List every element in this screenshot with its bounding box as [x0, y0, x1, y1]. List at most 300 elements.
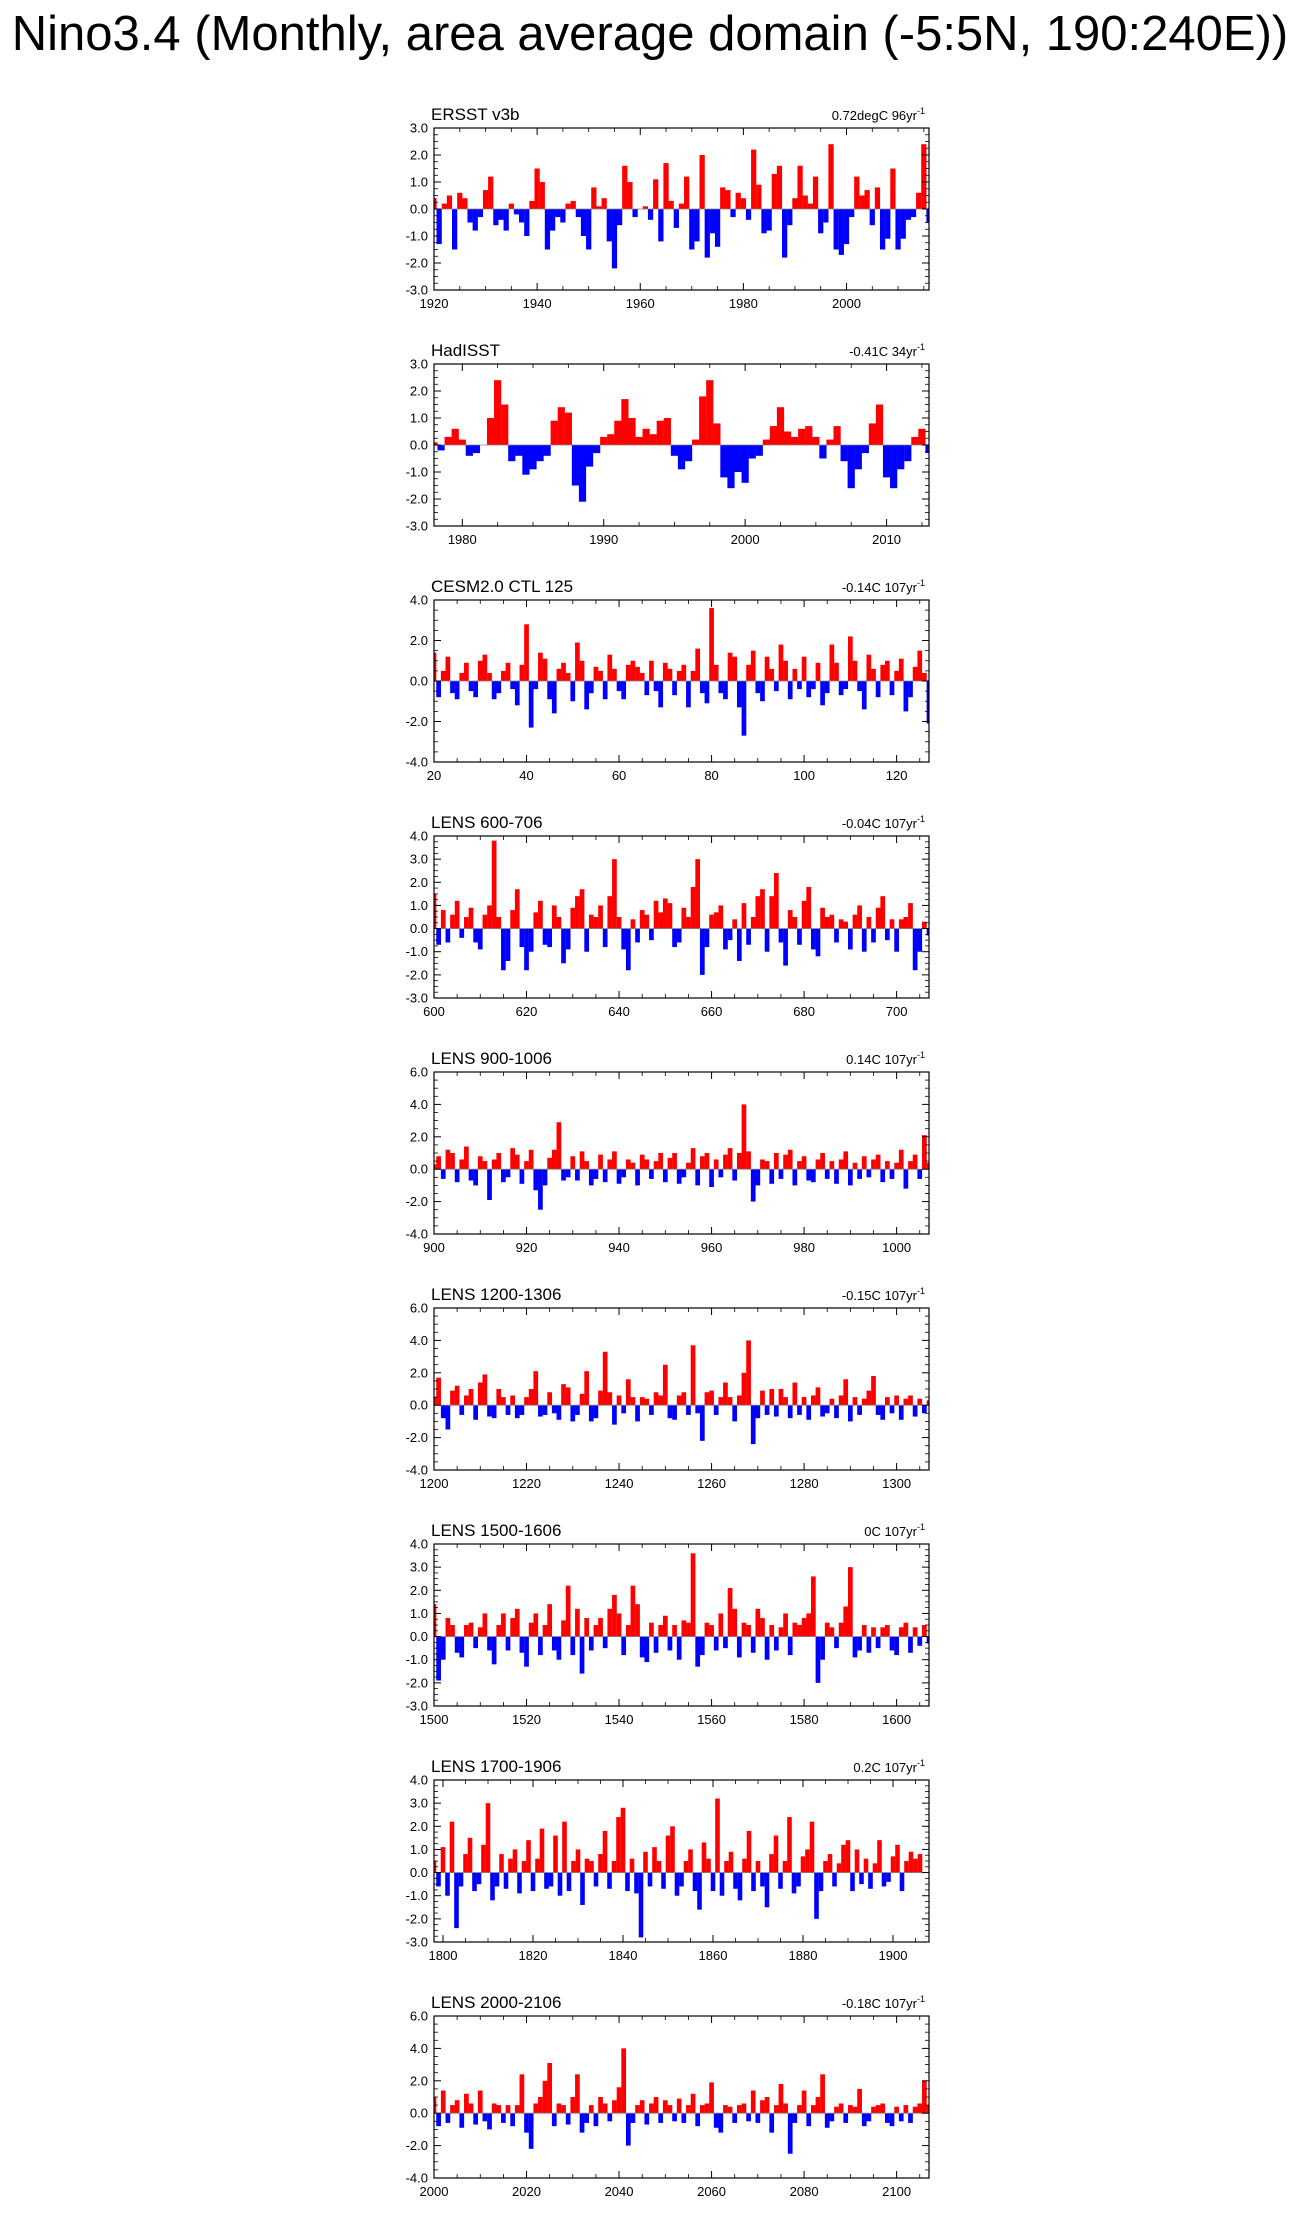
x-tick-label: 640: [608, 1004, 630, 1019]
positive-bar: [557, 2103, 562, 2113]
positive-bar: [695, 649, 700, 681]
chart-panel-3: [406, 577, 929, 783]
positive-bar: [663, 663, 668, 681]
trend-superscript: -1: [916, 1286, 925, 1296]
positive-bar: [899, 659, 904, 681]
negative-bar: [510, 2113, 515, 2126]
x-tick-label: 2000: [730, 532, 760, 547]
x-tick-label: 1900: [878, 1948, 908, 1963]
positive-bar: [652, 1847, 657, 1872]
negative-bar: [862, 445, 869, 453]
positive-bar: [876, 405, 883, 446]
negative-bar: [626, 2113, 631, 2145]
positive-bar: [834, 2107, 839, 2113]
positive-bar: [843, 1606, 848, 1636]
negative-bar: [589, 681, 594, 693]
negative-bar: [603, 929, 608, 948]
plot-frame: [434, 1072, 929, 1234]
trend-superscript: -1: [916, 106, 925, 116]
y-tick-label: 2.0: [409, 1582, 428, 1598]
positive-bar: [684, 1861, 689, 1873]
negative-bar: [870, 209, 875, 225]
negative-bar: [508, 445, 515, 461]
negative-bar: [487, 1405, 492, 1416]
negative-bar: [677, 1637, 682, 1660]
positive-bar: [496, 1153, 501, 1169]
positive-bar: [580, 661, 585, 681]
positive-bar: [553, 1836, 558, 1873]
negative-bar: [520, 1169, 525, 1184]
positive-bar: [742, 1623, 747, 1637]
positive-bar: [483, 915, 488, 929]
negative-bar: [788, 2113, 793, 2154]
negative-bar: [848, 445, 855, 488]
negative-bar: [714, 1637, 719, 1651]
negative-bar: [492, 1637, 497, 1665]
positive-bar: [626, 1379, 631, 1405]
negative-bar: [621, 1405, 626, 1413]
negative-bar: [723, 681, 728, 699]
negative-bar: [520, 1637, 525, 1653]
negative-bar: [899, 1405, 904, 1420]
positive-bar: [450, 2105, 455, 2113]
positive-bar: [513, 1849, 518, 1872]
negative-bar: [718, 1169, 723, 1177]
positive-bar: [631, 661, 636, 681]
negative-bar: [538, 1169, 543, 1210]
negative-bar: [478, 929, 483, 950]
negative-bar: [746, 2113, 751, 2121]
x-tick-label: 1840: [608, 1948, 638, 1963]
positive-bar: [654, 1161, 659, 1169]
positive-bar: [506, 663, 511, 681]
y-tick-label: 6.0: [409, 1064, 428, 1080]
positive-bar: [538, 2097, 543, 2113]
positive-bar: [705, 2103, 710, 2113]
negative-bar: [681, 1169, 686, 1177]
negative-bar: [639, 1873, 644, 1938]
y-tick-label: -4.0: [405, 2170, 428, 2186]
negative-bar: [715, 209, 720, 247]
negative-bar: [867, 1169, 872, 1177]
negative-bar: [880, 1169, 885, 1182]
positive-bar: [515, 2105, 520, 2113]
positive-bar: [487, 418, 494, 445]
negative-bar: [848, 1169, 853, 1185]
negative-bar: [566, 2113, 571, 2124]
negative-bar: [663, 1169, 668, 1182]
x-tick-label: 700: [885, 1004, 908, 1019]
negative-bar: [603, 1169, 608, 1182]
positive-bar: [746, 1340, 751, 1405]
positive-bar: [538, 901, 543, 929]
positive-bar: [677, 2099, 682, 2114]
negative-bar: [820, 681, 825, 705]
positive-bar: [869, 423, 876, 445]
positive-bar: [658, 1625, 663, 1637]
positive-bar: [875, 187, 880, 209]
trend-label: [842, 1286, 925, 1303]
negative-bar: [857, 1637, 862, 1651]
negative-bar: [709, 1169, 714, 1187]
positive-bar: [792, 1623, 797, 1637]
positive-bar: [811, 1395, 816, 1405]
negative-bar: [607, 209, 612, 241]
negative-bar: [529, 929, 534, 952]
positive-bar: [529, 1150, 534, 1169]
positive-bar: [668, 2105, 673, 2113]
positive-bar: [876, 908, 881, 929]
positive-bar: [612, 1861, 617, 1873]
positive-bar: [825, 1623, 830, 1637]
positive-bar: [792, 669, 797, 681]
positive-bar: [672, 1625, 677, 1637]
positive-bar: [658, 912, 663, 928]
negative-bar: [843, 2113, 848, 2123]
positive-bar: [894, 1395, 899, 1405]
y-tick-label: -3.0: [405, 1698, 428, 1714]
negative-bar: [459, 929, 464, 938]
x-tick-label: 1880: [788, 1948, 818, 1963]
negative-bar: [693, 1873, 698, 1892]
positive-bar: [515, 1155, 520, 1170]
positive-bar: [462, 198, 467, 209]
positive-bar: [741, 198, 746, 209]
negative-bar: [829, 2113, 834, 2121]
negative-bar: [885, 209, 890, 239]
negative-bar: [788, 1405, 793, 1418]
positive-bar: [598, 2097, 603, 2113]
negative-bar: [672, 929, 677, 948]
positive-bar: [783, 1155, 788, 1170]
negative-bar: [834, 1637, 839, 1649]
positive-bar: [436, 1156, 441, 1169]
y-tick-label: 3.0: [409, 1795, 428, 1811]
positive-bar: [446, 1150, 451, 1169]
positive-bar: [663, 1616, 668, 1637]
positive-bar: [876, 2105, 881, 2113]
y-axis: [406, 2009, 929, 2186]
negative-bar: [705, 681, 710, 703]
chart-panel-7: [406, 1521, 929, 1727]
y-tick-label: 2.0: [409, 874, 428, 890]
negative-bar: [814, 1873, 819, 1919]
negative-bar: [714, 2113, 719, 2128]
negative-bar: [570, 1637, 575, 1656]
negative-bar: [908, 1637, 913, 1653]
negative-bar: [695, 1637, 700, 1667]
negative-bar: [783, 929, 788, 966]
y-tick-label: -1.0: [405, 1652, 428, 1668]
positive-bar: [867, 917, 872, 929]
negative-bar: [788, 681, 793, 699]
negative-bar: [589, 1169, 594, 1185]
positive-bar: [612, 2100, 617, 2113]
positive-bar: [783, 1861, 788, 1873]
x-tick-label: 680: [793, 1004, 815, 1019]
negative-bar: [603, 1637, 608, 1649]
positive-bar: [890, 169, 895, 210]
negative-bar: [459, 1405, 464, 1415]
positive-bar: [663, 163, 668, 209]
positive-bar: [736, 193, 741, 209]
positive-bar: [635, 1604, 640, 1636]
positive-bar: [751, 2091, 756, 2114]
chart-panel-8: [406, 1757, 929, 1963]
positive-bar: [862, 1399, 867, 1405]
positive-bar: [705, 1153, 710, 1169]
positive-bar: [916, 193, 921, 209]
negative-bar: [446, 2113, 451, 2123]
positive-bar: [621, 2048, 626, 2113]
positive-bar: [492, 841, 497, 929]
positive-bar: [867, 1391, 872, 1406]
positive-bar: [622, 166, 627, 209]
negative-bar: [806, 1405, 811, 1420]
negative-bar: [436, 1637, 441, 1681]
negative-bar: [678, 445, 685, 469]
negative-bar: [901, 209, 906, 239]
negative-bar: [492, 1405, 497, 1418]
positive-bar: [580, 1151, 585, 1169]
negative-bar: [913, 1405, 918, 1416]
positive-bar: [643, 206, 648, 209]
negative-bar: [544, 1873, 549, 1889]
positive-bar: [747, 1831, 752, 1873]
negative-bar: [477, 1873, 482, 1885]
positive-bar: [917, 2103, 922, 2113]
negative-bar: [566, 1169, 571, 1177]
negative-bar: [603, 681, 608, 699]
positive-bar: [880, 1627, 885, 1636]
positive-bar: [864, 1859, 869, 1873]
positive-bar: [626, 1159, 631, 1169]
positive-bar: [917, 651, 922, 681]
positive-bar: [543, 1625, 548, 1637]
negative-bar: [806, 681, 811, 697]
positive-bar: [829, 1161, 834, 1169]
y-tick-label: 2.0: [409, 1129, 428, 1145]
negative-bar: [524, 1637, 529, 1667]
chart-panel-5: [406, 1049, 929, 1255]
trend-value: 0.14C 107yr: [846, 1052, 917, 1067]
positive-bar: [686, 1623, 691, 1637]
negative-bar: [594, 1405, 599, 1418]
negative-bar: [473, 1405, 478, 1420]
x-tick-label: 1990: [589, 532, 619, 547]
positive-bar: [913, 1859, 918, 1873]
positive-bar: [783, 2103, 788, 2113]
negative-bar: [469, 1169, 474, 1180]
negative-bar: [867, 1637, 872, 1653]
negative-bar: [839, 209, 844, 255]
y-tick-label: 6.0: [409, 1300, 428, 1316]
negative-bar: [850, 1873, 855, 1892]
negative-bar: [617, 681, 622, 691]
x-tick-label: 1300: [882, 1476, 912, 1491]
positive-bar: [596, 206, 601, 209]
data-bars: [434, 380, 929, 502]
positive-bar: [617, 1395, 622, 1405]
negative-bar: [700, 681, 705, 693]
positive-bar: [829, 1399, 834, 1405]
negative-bar: [672, 1405, 677, 1420]
negative-bar: [644, 1637, 649, 1662]
positive-bar: [492, 1159, 497, 1169]
trend-superscript: -1: [916, 1050, 925, 1060]
negative-bar: [853, 1637, 858, 1658]
negative-bar: [552, 1637, 557, 1651]
y-tick-label: -3.0: [405, 990, 428, 1006]
positive-bar: [640, 910, 645, 929]
negative-bar: [728, 929, 733, 941]
negative-bar: [885, 2113, 890, 2123]
positive-bar: [681, 1392, 686, 1405]
positive-bar: [522, 1861, 527, 1873]
positive-bar: [628, 418, 635, 445]
negative-bar: [483, 2113, 488, 2121]
negative-bar: [452, 209, 457, 250]
negative-bar: [635, 1169, 640, 1185]
positive-bar: [486, 1803, 491, 1872]
positive-bar: [666, 1836, 671, 1873]
negative-bar: [913, 929, 918, 971]
positive-bar: [496, 2105, 501, 2113]
negative-bar: [774, 1405, 779, 1416]
positive-bar: [664, 418, 671, 445]
y-tick-label: 0.0: [409, 2105, 428, 2121]
negative-bar: [515, 681, 520, 705]
y-tick-label: -3.0: [405, 1934, 428, 1950]
negative-bar: [765, 929, 770, 952]
positive-bar: [811, 1576, 816, 1636]
positive-bar: [816, 2097, 821, 2113]
x-tick-label: 1600: [882, 1712, 912, 1727]
x-tick-label: 980: [793, 1240, 815, 1255]
negative-bar: [751, 1169, 756, 1201]
y-tick-label: 2.0: [409, 383, 428, 399]
negative-bar: [841, 445, 848, 461]
positive-bar: [494, 380, 501, 445]
positive-bar: [691, 1345, 696, 1405]
positive-bar: [728, 2107, 733, 2113]
positive-bar: [643, 429, 650, 445]
positive-bar: [529, 201, 534, 209]
positive-bar: [464, 1147, 469, 1170]
x-tick-label: 2060: [697, 2184, 727, 2199]
positive-bar: [862, 1156, 867, 1169]
positive-bar: [557, 917, 562, 929]
negative-bar: [862, 2113, 867, 2126]
chart-panel-6: [406, 1285, 929, 1491]
positive-bar: [913, 667, 918, 681]
negative-bar: [820, 1637, 825, 1660]
positive-bar: [843, 922, 848, 929]
negative-bar: [697, 1873, 702, 1910]
negative-bar: [746, 929, 751, 945]
positive-bar: [811, 2105, 816, 2113]
positive-bar: [566, 673, 571, 681]
positive-bar: [774, 2105, 779, 2113]
positive-bar: [653, 179, 658, 209]
positive-bar: [658, 1395, 663, 1405]
positive-bar: [575, 1609, 580, 1637]
negative-bar: [441, 1637, 446, 1660]
negative-bar: [904, 445, 911, 461]
positive-bar: [464, 1625, 469, 1637]
positive-bar: [769, 669, 774, 681]
positive-bar: [600, 437, 607, 445]
data-bars: [434, 1104, 929, 1209]
negative-bar: [661, 1873, 666, 1889]
positive-bar: [589, 1861, 594, 1873]
negative-bar: [797, 681, 802, 689]
positive-bar: [457, 193, 462, 209]
positive-bar: [631, 1163, 636, 1169]
positive-bar: [598, 1155, 603, 1170]
negative-bar: [672, 681, 677, 695]
positive-bar: [450, 1153, 455, 1169]
negative-bar: [584, 2113, 589, 2123]
positive-bar: [483, 1161, 488, 1169]
negative-bar: [524, 209, 529, 236]
negative-bar: [904, 681, 909, 711]
negative-bar: [876, 681, 881, 697]
positive-bar: [631, 919, 636, 928]
positive-bar: [612, 859, 617, 928]
y-tick-label: -1.0: [405, 1888, 428, 1904]
x-tick-label: 1980: [728, 296, 758, 311]
page-title: Nino3.4 (Monthly, area average domain (-5:5N, 190:240E)): [11, 7, 1289, 61]
positive-bar: [533, 912, 538, 928]
negative-bar: [445, 1873, 450, 1896]
positive-bar: [788, 910, 793, 929]
x-tick-label: 2010: [872, 532, 902, 547]
positive-bar: [510, 1618, 515, 1637]
positive-bar: [904, 1399, 909, 1405]
trend-value: 0.72degC 96yr: [831, 108, 917, 123]
y-tick-label: 1.0: [409, 1605, 428, 1621]
positive-bar: [728, 653, 733, 681]
positive-bar: [692, 440, 699, 445]
negative-bar: [895, 209, 900, 250]
positive-bar: [732, 919, 737, 928]
negative-bar: [495, 1873, 500, 1887]
positive-bar: [763, 440, 770, 445]
positive-bar: [805, 426, 812, 445]
positive-bar: [709, 608, 714, 681]
positive-bar: [686, 917, 691, 929]
negative-bar: [857, 681, 862, 691]
positive-bar: [723, 2105, 728, 2113]
trend-label: [849, 342, 925, 359]
negative-bar: [890, 1169, 895, 1179]
negative-bar: [844, 209, 849, 244]
negative-bar: [612, 209, 617, 268]
positive-bar: [524, 1397, 529, 1405]
data-bars: [434, 2048, 929, 2153]
positive-bar: [635, 667, 640, 681]
positive-bar: [890, 919, 895, 928]
positive-bar: [899, 919, 904, 928]
positive-bar: [774, 873, 779, 929]
negative-bar: [441, 1169, 446, 1179]
negative-bar: [631, 2113, 636, 2123]
negative-bar: [589, 1405, 594, 1421]
positive-bar: [729, 1852, 734, 1873]
positive-bar: [765, 657, 770, 681]
negative-bar: [538, 1405, 543, 1416]
